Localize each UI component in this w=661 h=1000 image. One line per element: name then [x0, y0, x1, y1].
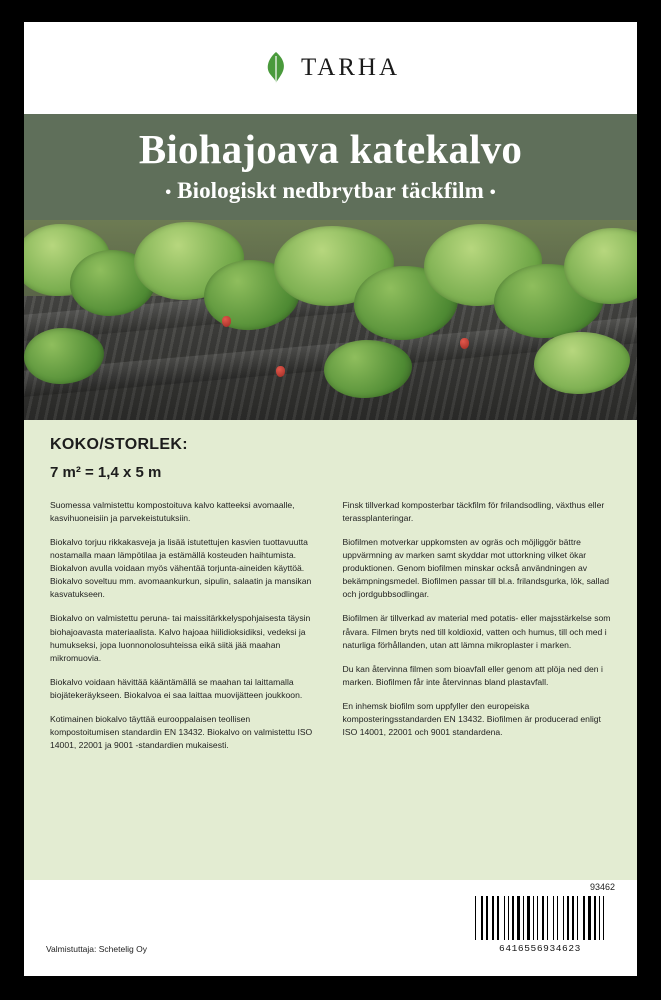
- product-photo: [24, 220, 637, 420]
- brand-lockup: [261, 50, 400, 86]
- package-footer: [24, 880, 637, 976]
- paragraph: Du kan återvinna filmen som bioavfall eller genom att plöja ned den i marken. Biofilmen får inte återvinnas bland plastavfall.: [342, 663, 603, 687]
- paragraph: Kotimainen biokalvo täyttää eurooppalaisen teollisen kompostoitumisen standardin EN 13432. Biokalvo on valmistettu ISO 14001, 22001 ja 9001 -standardien mukaisesti.: [50, 713, 313, 750]
- description-column-swedish: [343, 499, 612, 872]
- title-band: [24, 114, 637, 220]
- description-columns: [50, 499, 611, 872]
- barcode-area: [465, 882, 615, 954]
- strawberry-fruit: [460, 338, 469, 349]
- product-subtitle: Biologiskt nedbrytbar täckfilm: [177, 178, 484, 204]
- brand-header: [24, 22, 637, 114]
- item-code: 93462: [589, 882, 615, 892]
- product-subtitle-wrap: [34, 178, 627, 204]
- strawberry-fruit: [222, 316, 231, 327]
- size-value: 7 m² = 1,4 x 5 m: [50, 464, 162, 482]
- paragraph: En inhemsk biofilm som uppfyller den europeiska komposteringsstandarden EN 13432. Biofilmen är producerad enligt ISO 14001, 22001 och 9001 standardena.: [342, 700, 601, 737]
- product-title: Biohajoava katekalvo: [138, 126, 523, 172]
- manufacturer-text: Valmistuttaja: Schetelig Oy: [46, 944, 147, 954]
- barcode-icon: [465, 896, 615, 940]
- bullet-left-icon: •: [165, 182, 172, 202]
- barcode-digits: 6416556934623: [499, 943, 581, 954]
- paragraph: Finsk tillverkad komposterbar täckfilm för frilandsodling, växthus eller terassplanteringar.: [342, 500, 605, 524]
- description-column-finnish: [50, 499, 319, 872]
- paragraph: Biokalvo torjuu rikkakasveja ja lisää istutettujen kasvien tuottavuutta nostamalla maan lämpötilaa ja estämällä kosteuden haihtumista. Biokalvon avulla voidaan myös vähentää torjunta-aineiden käyttöä. Biokalvo soveltuu mm. avomaankurkun, sipulin, salaatin ja mansikan kasvatukseen.: [50, 537, 312, 600]
- package-front-face: [24, 22, 637, 976]
- strawberry-fruit: [276, 366, 285, 377]
- paragraph: Biofilmen är tillverkad av material med potatis- eller majsstärkelse som råvara. Filmen bryts ned till koldioxid, vatten och humus, till och med i naturliga förhållanden, utan att lämna mikroplaster i marken.: [342, 613, 611, 650]
- size-label: KOKO/STORLEK:: [50, 436, 188, 454]
- leaf-icon: [261, 50, 291, 86]
- info-panel: [24, 420, 637, 880]
- paragraph: Biofilmen motverkar uppkomsten av ogräs och möjliggör bättre uppvärmning av marken samt skyddar mot uttorkning vilket ökar produktionen. Genom biofilmen minskar också användningen av bekämpningsmedel. Biofilmen passar till bl.a. frilandsgurka, lök, sallad och jordgubbsodlingar.: [342, 537, 610, 600]
- paragraph: Suomessa valmistettu kompostoituva kalvo katteeksi avomaalle, kasvihuoneisiin ja parvekeistutuksiin.: [50, 500, 295, 524]
- brand-name: TARHA: [300, 54, 401, 81]
- paragraph: Biokalvo on valmistettu peruna- tai maissitärkkelyspohjaisesta täysin biohajoavasta materiaalista. Kalvo hajoaa hiilidioksidiksi, vedeksi ja humukseksi, jopa luonnonolosuhteissa eikä siitä jää maahan mikromuovia.: [50, 613, 311, 663]
- bullet-right-icon: •: [489, 182, 496, 202]
- paragraph: Biokalvo voidaan hävittää kääntämällä se maahan tai laittamalla biojätekeräykseen. Biokalvoa ei saa laittaa muovijätteen joukkoon.: [50, 676, 303, 700]
